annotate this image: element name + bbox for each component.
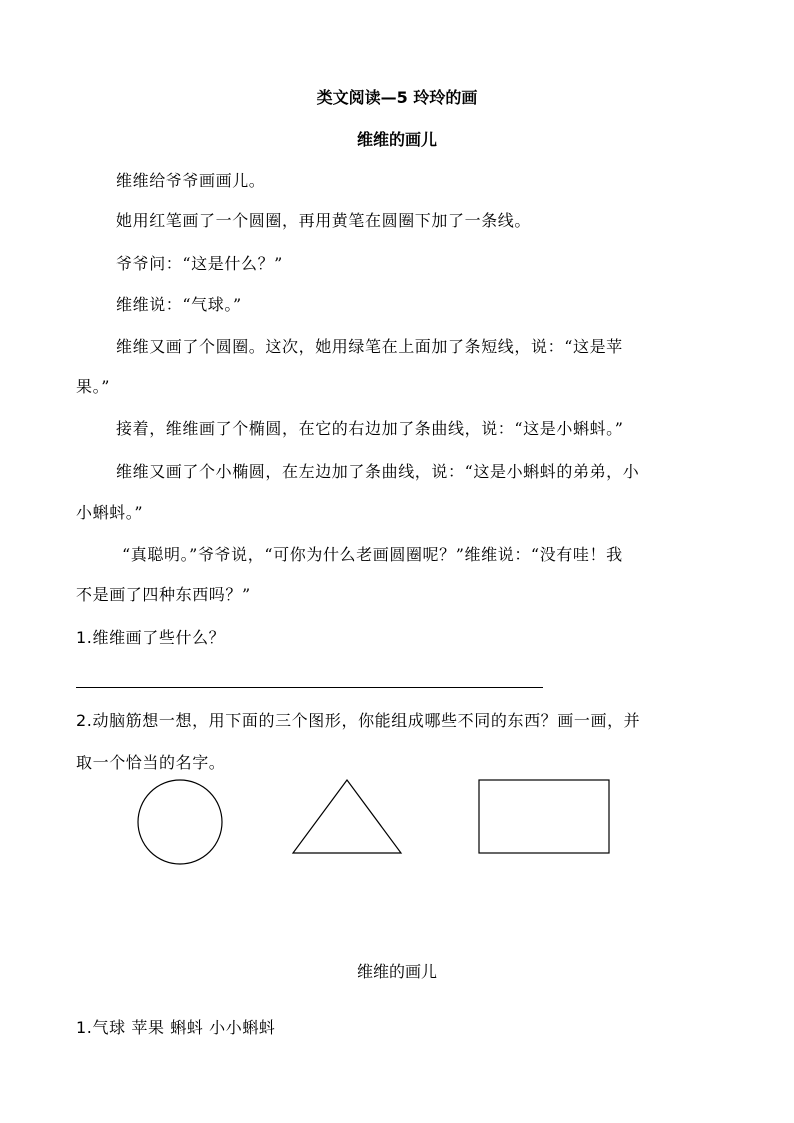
answer-1: 1.气球 苹果 蝌蚪 小小蝌蚪 xyxy=(76,1018,276,1037)
paragraph-1: 维维给爷爷画画儿。 xyxy=(116,171,266,190)
shapes-figure xyxy=(0,770,794,880)
paragraph-6: 接着，维维画了个椭圆，在它的右边加了条曲线，说：“这是小蝌蚪。” xyxy=(116,419,624,438)
story-title: 维维的画儿 xyxy=(356,130,437,149)
answer-section-title: 维维的画儿 xyxy=(356,962,437,981)
question-2-line-2: 取一个恰当的名字。 xyxy=(76,753,226,772)
paragraph-2: 她用红笔画了一个圆圈，再用黄笔在圆圈下加了一条线。 xyxy=(116,211,532,230)
rectangle-icon xyxy=(479,780,609,853)
answer-blank-line[interactable] xyxy=(76,687,543,688)
paragraph-8-line-1: “真聪明。”爷爷说，“可你为什么老画圆圈呢？”维维说：“没有哇！我 xyxy=(122,545,623,564)
paragraph-5-line-2: 果。” xyxy=(76,377,110,396)
paragraph-3: 爷爷问：“这是什么？” xyxy=(116,254,283,273)
triangle-icon xyxy=(293,780,401,853)
paragraph-4: 维维说：“气球。” xyxy=(116,295,242,314)
question-2-line-1: 2.动脑筋想一想，用下面的三个图形，你能组成哪些不同的东西？画一画，并 xyxy=(76,711,641,730)
question-1: 1.维维画了些什么？ xyxy=(76,628,226,647)
circle-icon xyxy=(138,780,222,864)
paragraph-8-line-2: 不是画了四种东西吗？” xyxy=(76,585,251,604)
header-title: 类文阅读—5 玲玲的画 xyxy=(316,88,478,107)
paragraph-5-line-1: 维维又画了个圆圈。这次，她用绿笔在上面加了条短线，说：“这是苹 xyxy=(116,337,623,356)
paragraph-7-line-1: 维维又画了个小椭圆，在左边加了条曲线，说：“这是小蝌蚪的弟弟，小 xyxy=(116,462,640,481)
paragraph-7-line-2: 小蝌蚪。” xyxy=(76,503,144,522)
